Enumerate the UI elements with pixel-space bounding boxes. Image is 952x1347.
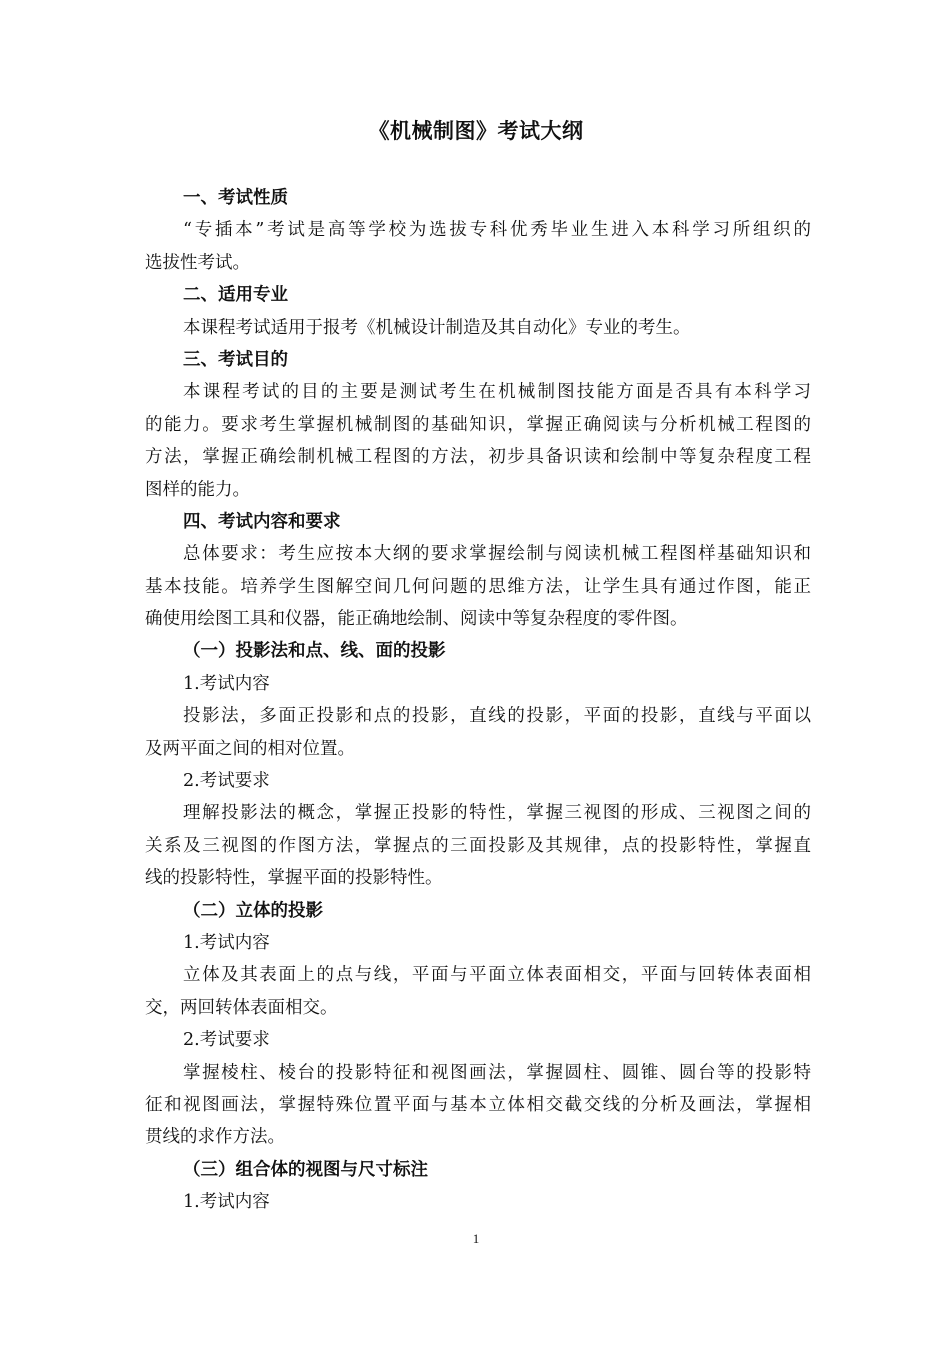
paragraph-line: 方法，掌握正确绘制机械工程图的方法，初步具备识读和绘制中等复杂程度工程 [145,447,811,468]
paragraph-line: 关系及三视图的作图方法，掌握点的三面投影及其规律，点的投影特性，掌握直 [145,835,811,856]
section-heading-major: 二、适用专业 [183,285,288,306]
item-label-requirements: 2.考试要求 [183,1030,270,1051]
paragraph-line: 线的投影特性，掌握平面的投影特性。 [145,868,443,889]
paragraph-line: 投影法，多面正投影和点的投影，直线的投影，平面的投影，直线与平面以 [183,706,811,727]
paragraph-line: 征和视图画法，掌握特殊位置平面与基本立体相交截交线的分析及画法，掌握相 [145,1094,811,1115]
paragraph-line: 的能力。要求考生掌握机械制图的基础知识，掌握正确阅读与分析机械工程图的 [145,414,811,435]
paragraph-line: 基本技能。培养学生图解空间几何问题的思维方法，让学生具有通过作图，能正 [145,576,811,597]
paragraph-line: 交，两回转体表面相交。 [145,997,338,1018]
subsection-heading-projection: （一）投影法和点、线、面的投影 [183,641,446,662]
paragraph-line: 及两平面之间的相对位置。 [145,738,355,759]
section-heading-purpose: 三、考试目的 [183,349,288,370]
paragraph-line: 图样的能力。 [145,479,250,500]
paragraph-line: 贯线的求作方法。 [145,1127,285,1148]
item-label-content: 1.考试内容 [183,673,270,694]
section-heading-nature: 一、考试性质 [183,188,288,208]
section-heading-content: 四、考试内容和要求 [183,511,341,532]
item-label-content: 1.考试内容 [183,932,270,953]
paragraph-line: 掌握棱柱、棱台的投影特征和视图画法，掌握圆柱、圆锥、圆台等的投影特 [183,1062,811,1083]
paragraph-line: “专插本”考试是高等学校为选拔专科优秀毕业生进入本科学习所组织的 [183,220,811,241]
item-label-requirements: 2.考试要求 [183,771,270,792]
paragraph-line: 选拔性考试。 [145,252,250,273]
subsection-heading-solid: （二）立体的投影 [183,900,323,921]
page-number: 1 [472,1231,480,1246]
item-label-content: 1.考试内容 [183,1192,270,1213]
paragraph-line: 本课程考试的目的主要是测试考生在机械制图技能方面是否具有本科学习 [183,382,811,403]
subsection-heading-combined: （三）组合体的视图与尺寸标注 [183,1159,428,1180]
paragraph-line: 理解投影法的概念，掌握正投影的特性，掌握三视图的形成、三视图之间的 [183,803,811,824]
paragraph-line: 立体及其表面上的点与线，平面与平面立体表面相交，平面与回转体表面相 [183,965,811,986]
paragraph-line: 本课程考试适用于报考《机械设计制造及其自动化》专业的考生。 [183,317,691,338]
document-title: 《机械制图》考试大纲 [368,118,584,143]
paragraph-line: 总体要求：考生应按本大纲的要求掌握绘制与阅读机械工程图样基础知识和 [183,544,811,565]
paragraph-line: 确使用绘图工具和仪器，能正确地绘制、阅读中等复杂程度的零件图。 [145,609,688,630]
document-body [145,182,811,1219]
